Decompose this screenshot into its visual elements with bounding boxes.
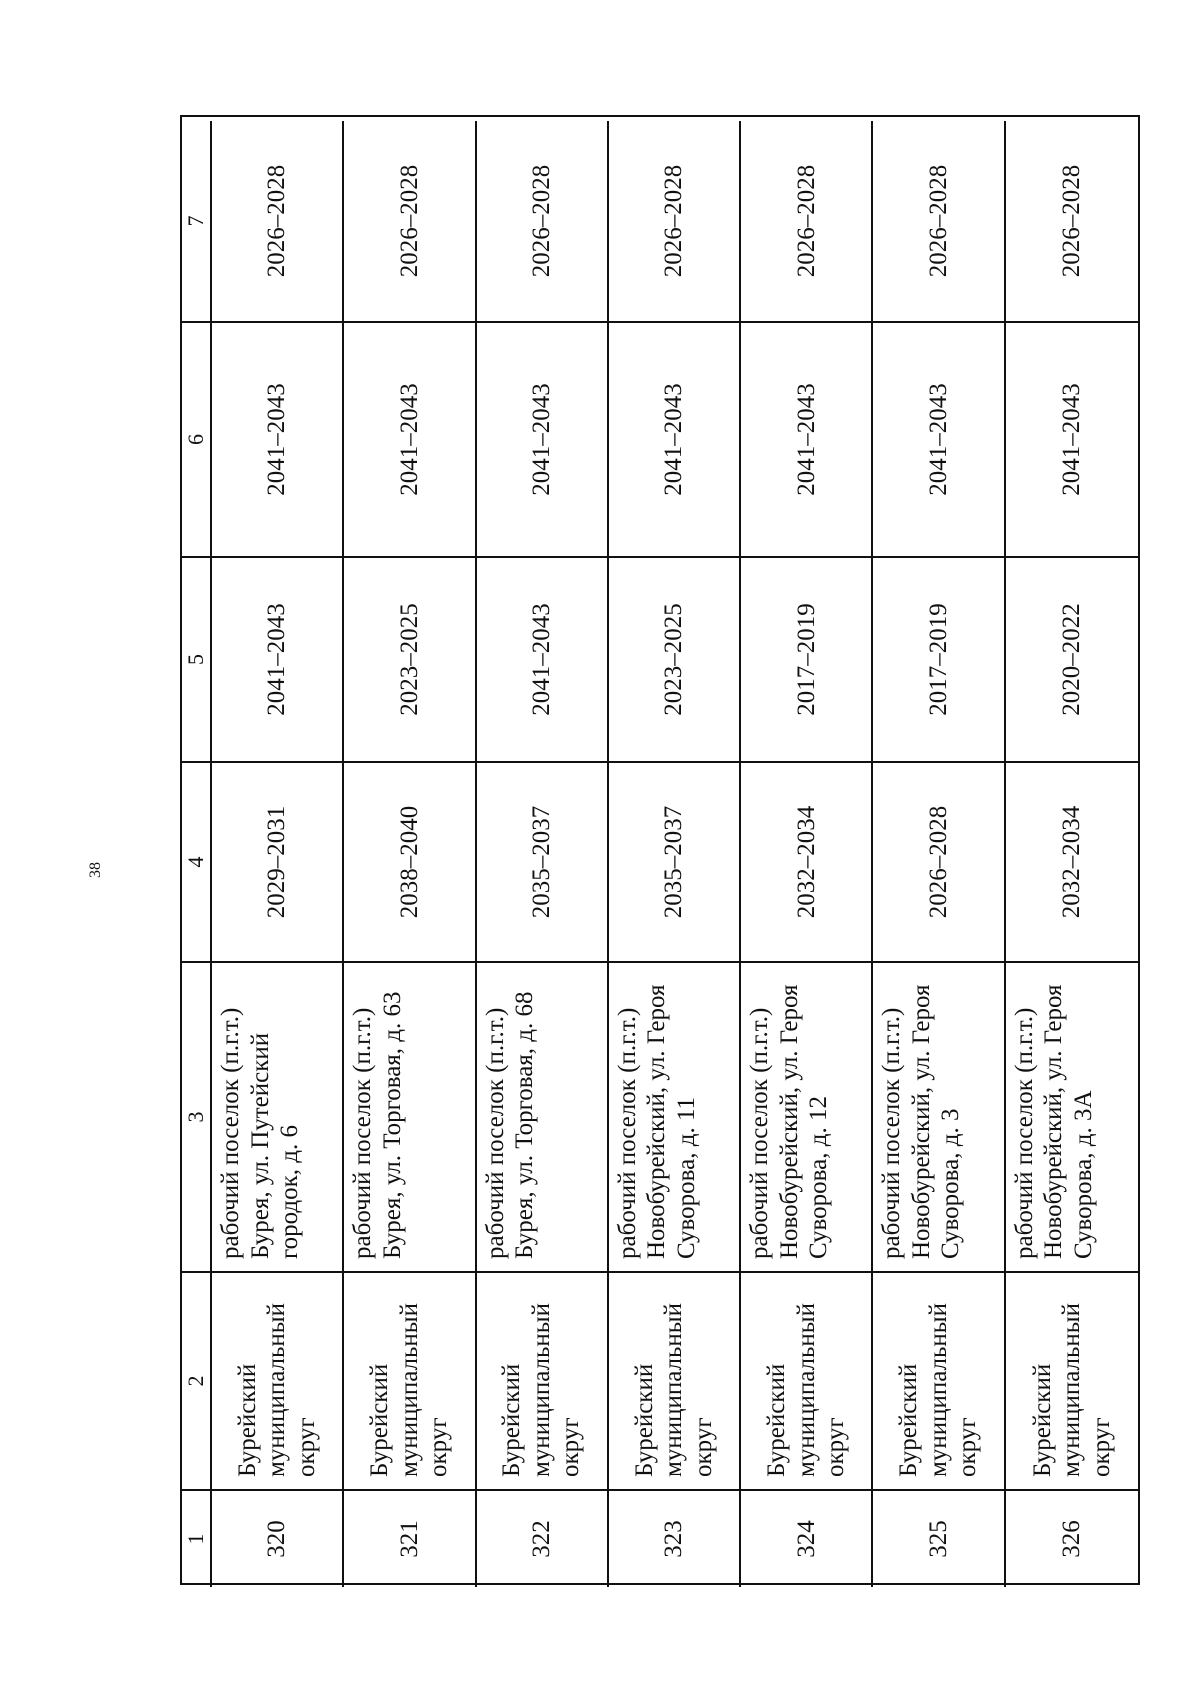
row-number-cell: 325	[873, 1489, 1005, 1587]
column-4-cell: 2038–2040	[344, 761, 476, 961]
column-5-cell: 2041–2043	[212, 556, 344, 761]
address-cell: рабочий поселок (п.г.т.) Бурея, ул. Торговая, д. 68	[477, 961, 609, 1271]
column-4-cell: 2032–2034	[741, 761, 873, 961]
data-table	[180, 115, 1140, 1585]
column-5-cell: 2041–2043	[477, 556, 609, 761]
column-7-cell: 2026–2028	[1058, 164, 1086, 278]
column-5-cell: 2017–2019	[741, 556, 873, 761]
column-4-cell: 2026–2028	[873, 761, 1005, 961]
district-cell: Бурейский муниципальный округ	[212, 1271, 344, 1489]
address-cell: рабочий поселок (п.г.т.) Бурея, ул. Путейский городок, д. 6	[212, 961, 344, 1271]
column-7-cell: 2026–2028	[477, 121, 609, 321]
address-cell: рабочий поселок (п.г.т.) Новобурейский, ул. Героя Суворова, д. 3А	[1006, 961, 1138, 1271]
row-number-cell: 326	[1006, 1489, 1138, 1587]
district-cell: Бурейский муниципальный округ	[1006, 1271, 1138, 1489]
column-4-cell: 2032–2034	[1006, 761, 1138, 961]
address-cell: рабочий поселок (п.г.т.) Новобурейский, ул. Героя Суворова, д. 11	[609, 961, 741, 1271]
column-header-1: 1	[182, 1489, 212, 1587]
column-header-2: 2	[182, 1271, 212, 1489]
column-6-cell: 2041–2043	[1006, 321, 1138, 556]
column-5-cell: 2023–2025	[344, 556, 476, 761]
address-cell: рабочий поселок (п.г.т.) Новобурейский, ул. Героя Суворова, д. 12	[741, 961, 873, 1271]
row-number-cell: 322	[477, 1489, 609, 1587]
address-cell: рабочий поселок (п.г.т.) Новобурейский, ул. Героя Суворова, д. 3	[873, 961, 1005, 1271]
column-6-cell: 2041–2043	[741, 321, 873, 556]
column-6-cell: 2041–2043	[212, 321, 344, 556]
column-4-cell: 2035–2037	[609, 761, 741, 961]
district-cell: Бурейский муниципальный округ	[873, 1271, 1005, 1489]
column-7-cell: 2026–2028	[344, 121, 476, 321]
column-header-5: 5	[182, 556, 212, 761]
column-header-6: 6	[182, 321, 212, 556]
column-header-3: 3	[182, 961, 212, 1271]
row-number-cell: 324	[741, 1489, 873, 1587]
page-number: 38	[87, 862, 104, 878]
column-header-7: 7	[182, 121, 212, 321]
district-cell: Бурейский муниципальный округ	[344, 1271, 476, 1489]
column-6-cell: 2041–2043	[609, 321, 741, 556]
column-4-cell: 2035–2037	[477, 761, 609, 961]
column-4-cell: 2029–2031	[212, 761, 344, 961]
district-cell: Бурейский муниципальный округ	[609, 1271, 741, 1489]
row-number-cell: 323	[609, 1489, 741, 1587]
column-5-cell: 2017–2019	[873, 556, 1005, 761]
district-cell: Бурейский муниципальный округ	[477, 1271, 609, 1489]
column-6-cell: 2041–2043	[477, 321, 609, 556]
row-number-cell: 320	[212, 1489, 344, 1587]
column-7-cell: 2026–2028	[741, 121, 873, 321]
address-cell: рабочий поселок (п.г.т.) Бурея, ул. Торговая, д. 63	[344, 961, 476, 1271]
column-7-cell: 2026–2028	[609, 121, 741, 321]
column-6-cell: 2041–2043	[873, 321, 1005, 556]
table-grid	[182, 117, 1138, 1587]
district-cell: Бурейский муниципальный округ	[741, 1271, 873, 1489]
column-6-cell: 2041–2043	[344, 321, 476, 556]
column-5-cell: 2020–2022	[1006, 556, 1138, 761]
column-7-cell: 2026–2028	[873, 121, 1005, 321]
column-5-cell: 2023–2025	[609, 556, 741, 761]
column-header-4: 4	[182, 761, 212, 961]
row-number-cell: 321	[344, 1489, 476, 1587]
column-7-cell: 2026–2028	[212, 121, 344, 321]
